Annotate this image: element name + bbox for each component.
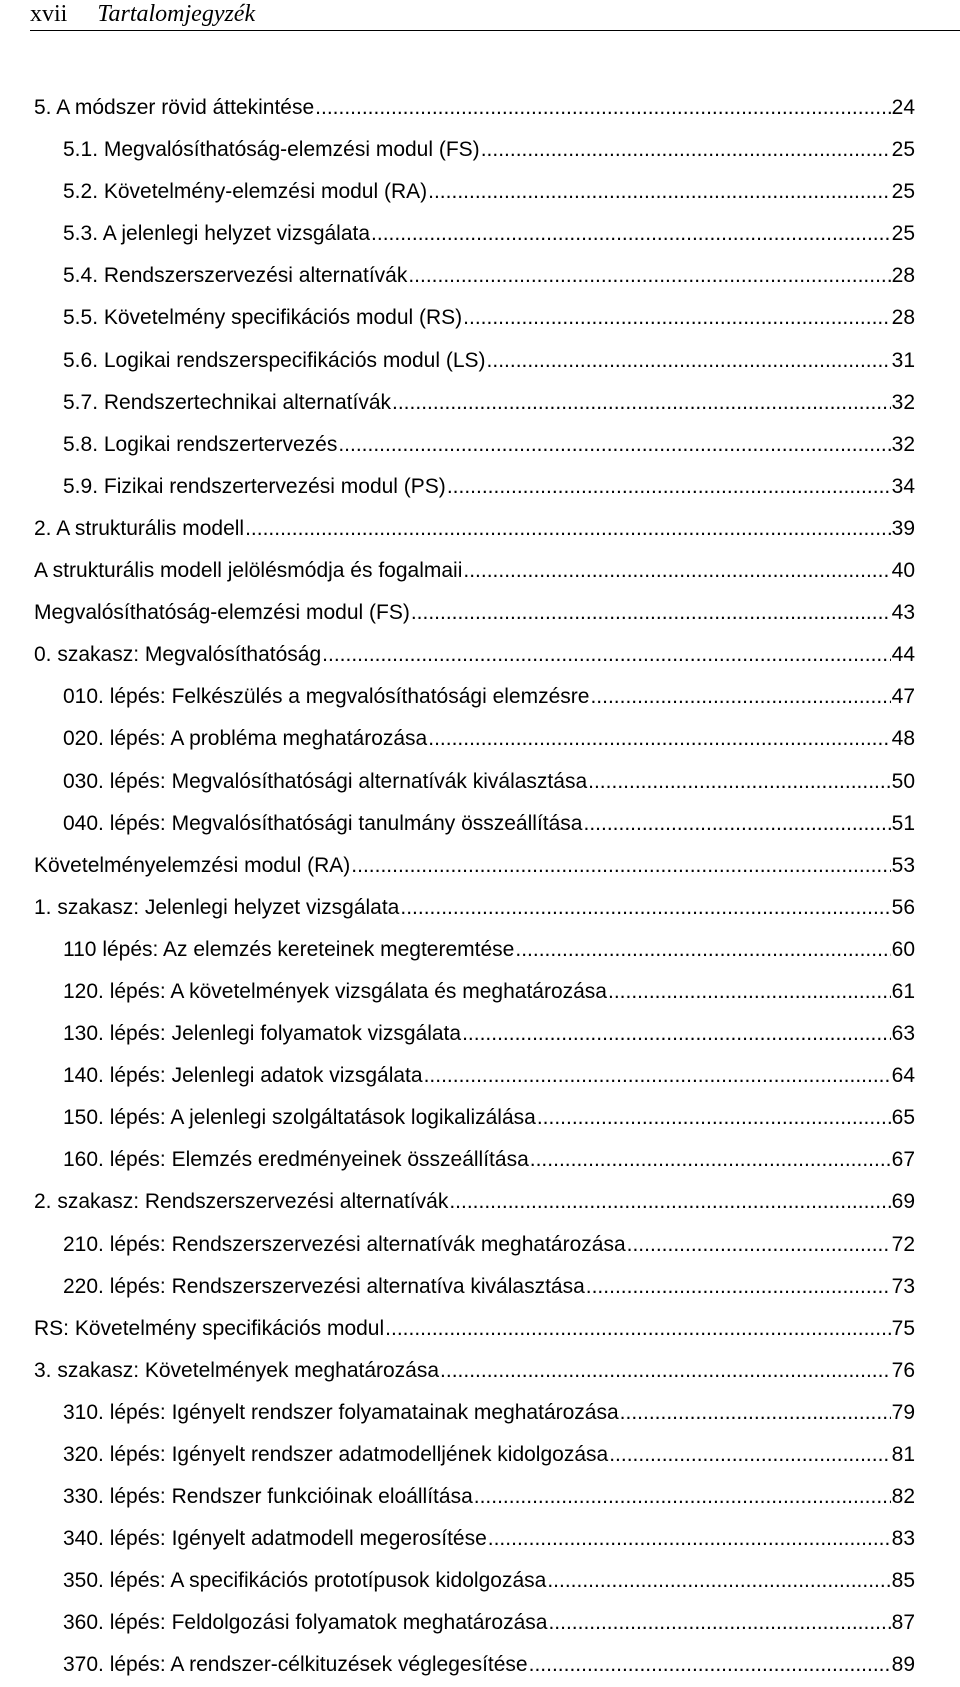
toc-entry[interactable] — [0, 1097, 915, 1139]
toc-entry-title: 160. lépés: Elemzés eredményeinek összeállítása — [63, 1148, 529, 1172]
toc-entry-page: 47 — [891, 685, 915, 709]
toc-entry-page: 85 — [891, 1569, 915, 1593]
toc-entry-page: 25 — [891, 222, 915, 246]
toc-entry[interactable] — [0, 971, 915, 1013]
dot-leader — [547, 1560, 890, 1602]
toc-entry-title: 210. lépés: Rendszerszervezési alternatívák meghatározása — [63, 1232, 626, 1256]
toc-entry-title: 5.6. Logikai rendszerspecifikációs modul (LS) — [63, 348, 486, 372]
toc-entry-page: 24 — [891, 96, 915, 119]
toc-entry-page: 28 — [891, 306, 915, 330]
dot-leader — [463, 297, 890, 339]
toc-entry-title: 330. lépés: Rendszer funkcióinak eloállítása — [63, 1485, 473, 1509]
toc-entry-title: 140. lépés: Jelenlegi adatok vizsgálata — [63, 1064, 423, 1088]
dot-leader — [548, 1602, 890, 1644]
toc-entry-page: 43 — [891, 601, 915, 625]
dot-leader — [371, 213, 891, 255]
toc-entry-title: 040. lépés: Megvalósíthatósági tanulmány összeállítása — [63, 811, 583, 835]
toc-entry[interactable] — [0, 171, 915, 213]
toc-entry[interactable] — [0, 592, 915, 634]
dot-leader — [428, 171, 891, 213]
toc-entry[interactable] — [0, 382, 915, 424]
toc-entry[interactable] — [0, 887, 915, 929]
dot-leader — [530, 1139, 891, 1181]
toc-entry[interactable] — [0, 1560, 915, 1602]
toc-entry-title: 5.2. Követelmény-elemzési modul (RA) — [63, 180, 428, 204]
toc-entry-title: 310. lépés: Igényelt rendszer folyamatainak meghatározása — [63, 1400, 619, 1424]
dot-leader — [315, 87, 890, 129]
dot-leader — [392, 382, 891, 424]
toc-entry[interactable] — [0, 1266, 915, 1308]
toc-entry-page: 50 — [891, 769, 915, 793]
toc-entry-title: 340. lépés: Igényelt adatmodell megerosítése — [63, 1527, 487, 1551]
toc-entry[interactable] — [0, 1350, 915, 1392]
dot-leader — [447, 466, 891, 508]
dot-leader — [424, 1055, 891, 1097]
toc-entry-page: 63 — [891, 1022, 915, 1046]
toc-entry-title: 320. lépés: Igényelt rendszer adatmodelljének kidolgozása — [63, 1443, 609, 1466]
dot-leader — [620, 1392, 891, 1434]
toc-entry-page: 64 — [891, 1064, 915, 1088]
toc-entry-page: 51 — [891, 811, 915, 835]
toc-entry-title: 5.8. Logikai rendszertervezés — [63, 432, 338, 456]
toc-entry[interactable] — [0, 550, 915, 592]
toc-entry-page: 44 — [891, 643, 915, 667]
toc-entry[interactable] — [0, 845, 915, 887]
toc-entry-title: 120. lépés: A követelmények vizsgálata és meghatározása — [63, 979, 607, 1003]
toc-entry[interactable] — [0, 466, 915, 508]
dot-leader — [463, 550, 890, 592]
toc-entry[interactable] — [0, 1392, 915, 1434]
toc-entry-title: 360. lépés: Feldolgozási folyamatok meghatározása — [63, 1611, 548, 1635]
toc-entry-page: 81 — [891, 1443, 915, 1466]
toc-entry[interactable] — [0, 1434, 915, 1476]
toc-entry-title: Megvalósíthatóság-elemzési modul (FS) — [34, 601, 410, 625]
dot-leader — [474, 1476, 891, 1518]
dot-leader — [440, 1350, 891, 1392]
toc-entry-page: 48 — [891, 727, 915, 751]
running-header — [30, 0, 960, 31]
toc-entry[interactable] — [0, 761, 915, 803]
toc-entry-page: 67 — [891, 1148, 915, 1172]
toc-entry-title: 020. lépés: A probléma meghatározása — [63, 727, 428, 751]
toc-entry[interactable] — [0, 1181, 915, 1223]
toc-entry-title: 110 lépés: Az elemzés kereteinek megteremtése — [63, 937, 515, 961]
dot-leader — [488, 1518, 891, 1560]
toc-entry-page: 32 — [891, 432, 915, 456]
dot-leader — [529, 1644, 891, 1686]
dot-leader — [411, 592, 891, 634]
toc-entry-title: 0. szakasz: Megvalósíthatóság — [34, 643, 322, 667]
toc-entry[interactable] — [0, 1518, 915, 1560]
toc-entry-title: 5. A módszer rövid áttekintése — [34, 96, 315, 119]
dot-leader — [338, 424, 890, 466]
toc-entry-page: 40 — [891, 559, 915, 583]
toc-entry-page: 34 — [891, 474, 915, 498]
toc-entry[interactable] — [0, 297, 915, 339]
toc-entry-page: 75 — [891, 1316, 915, 1340]
toc-entry-page: 39 — [891, 516, 915, 540]
toc-entry-page: 53 — [891, 853, 915, 877]
header-title: Tartalomjegyzék — [97, 1, 256, 27]
toc-entry[interactable] — [0, 340, 915, 382]
toc-entry-page: 61 — [891, 979, 915, 1003]
page-number: xvii — [30, 1, 68, 27]
dot-leader — [588, 761, 891, 803]
toc-entry-page: 76 — [891, 1358, 915, 1382]
toc-entry[interactable] — [0, 634, 915, 676]
toc-entry[interactable] — [0, 803, 915, 845]
toc-entry-page: 56 — [891, 895, 915, 919]
toc-entry-page: 25 — [891, 138, 915, 162]
table-of-contents — [0, 87, 960, 1687]
toc-entry[interactable] — [0, 424, 915, 466]
toc-entry-title: 2. A strukturális modell — [34, 516, 245, 540]
dot-leader — [481, 129, 891, 171]
toc-entry-page: 73 — [891, 1274, 915, 1298]
toc-entry-page: 83 — [891, 1527, 915, 1551]
dot-leader — [351, 845, 890, 887]
toc-entry-title: Követelményelemzési modul (RA) — [34, 853, 351, 877]
toc-entry-title: 130. lépés: Jelenlegi folyamatok vizsgálata — [63, 1022, 462, 1046]
toc-entry-title: 150. lépés: A jelenlegi szolgáltatások logikalizálása — [63, 1106, 536, 1130]
dot-leader — [322, 634, 890, 676]
toc-entry-title: 350. lépés: A specifikációs prototípusok kidolgozása — [63, 1569, 547, 1593]
toc-entry-page: 72 — [891, 1232, 915, 1256]
toc-entry-title: 5.1. Megvalósíthatóság-elemzési modul (FS) — [63, 138, 480, 162]
toc-entry-page: 60 — [891, 937, 915, 961]
toc-entry-title: A strukturális modell jelölésmódja és fogalmaii — [34, 559, 463, 583]
dot-leader — [385, 1308, 890, 1350]
dot-leader — [537, 1097, 891, 1139]
toc-entry-title: 1. szakasz: Jelenlegi helyzet vizsgálata — [34, 895, 400, 919]
toc-entry-page: 87 — [891, 1611, 915, 1635]
toc-entry[interactable] — [0, 508, 915, 550]
toc-entry-page: 25 — [891, 180, 915, 204]
toc-entry[interactable] — [0, 1602, 915, 1644]
toc-entry[interactable] — [0, 1644, 915, 1686]
toc-entry-page: 82 — [891, 1485, 915, 1509]
toc-entry-page: 89 — [891, 1653, 915, 1677]
toc-entry-page: 65 — [891, 1106, 915, 1130]
dot-leader — [627, 1224, 891, 1266]
toc-entry[interactable] — [0, 929, 915, 971]
dot-leader — [428, 718, 890, 760]
dot-leader — [245, 508, 891, 550]
toc-entry-page: 79 — [891, 1400, 915, 1424]
toc-entry[interactable] — [0, 1013, 915, 1055]
toc-entry-title: 370. lépés: A rendszer-célkituzések véglegesítése — [63, 1653, 528, 1677]
toc-entry-title: 2. szakasz: Rendszerszervezési alternatívák — [34, 1190, 449, 1214]
toc-entry[interactable] — [0, 213, 915, 255]
toc-entry-title: RS: Követelmény specifikációs modul — [34, 1316, 385, 1340]
dot-leader — [590, 676, 890, 718]
toc-entry-page: 32 — [891, 390, 915, 414]
toc-entry[interactable] — [0, 129, 915, 171]
toc-entry[interactable] — [0, 1224, 915, 1266]
toc-entry-title: 030. lépés: Megvalósíthatósági alternatívák kiválasztása — [63, 769, 588, 793]
dot-leader — [462, 1013, 891, 1055]
dot-leader — [609, 1434, 890, 1476]
toc-entry[interactable] — [0, 718, 915, 760]
dot-leader — [583, 803, 890, 845]
dot-leader — [449, 1181, 890, 1223]
dot-leader — [400, 887, 890, 929]
toc-entry[interactable] — [0, 255, 915, 297]
toc-entry[interactable] — [0, 676, 915, 718]
toc-entry-title: 5.9. Fizikai rendszertervezési modul (PS) — [63, 474, 446, 498]
toc-entry-page: 28 — [891, 264, 915, 288]
dot-leader — [408, 255, 890, 297]
toc-entry-title: 010. lépés: Felkészülés a megvalósíthatósági elemzésre — [63, 685, 590, 709]
toc-entry[interactable] — [0, 1308, 915, 1350]
toc-entry-title: 5.3. A jelenlegi helyzet vizsgálata — [63, 222, 371, 246]
toc-entry[interactable] — [0, 1139, 915, 1181]
dot-leader — [487, 340, 891, 382]
dot-leader — [515, 929, 890, 971]
toc-entry-title: 5.7. Rendszertechnikai alternatívák — [63, 390, 392, 414]
toc-entry-title: 3. szakasz: Követelmények meghatározása — [34, 1358, 440, 1382]
toc-entry-title: 5.4. Rendszerszervezési alternatívák — [63, 264, 408, 288]
toc-entry-page: 69 — [891, 1190, 915, 1214]
dot-leader — [608, 971, 891, 1013]
toc-entry[interactable] — [0, 87, 915, 129]
dot-leader — [586, 1266, 891, 1308]
toc-entry-title: 5.5. Követelmény specifikációs modul (RS) — [63, 306, 463, 330]
toc-entry-page: 31 — [891, 348, 915, 372]
toc-entry-title: 220. lépés: Rendszerszervezési alternatíva kiválasztása — [63, 1274, 585, 1298]
toc-entry[interactable] — [0, 1476, 915, 1518]
toc-entry[interactable] — [0, 1055, 915, 1097]
